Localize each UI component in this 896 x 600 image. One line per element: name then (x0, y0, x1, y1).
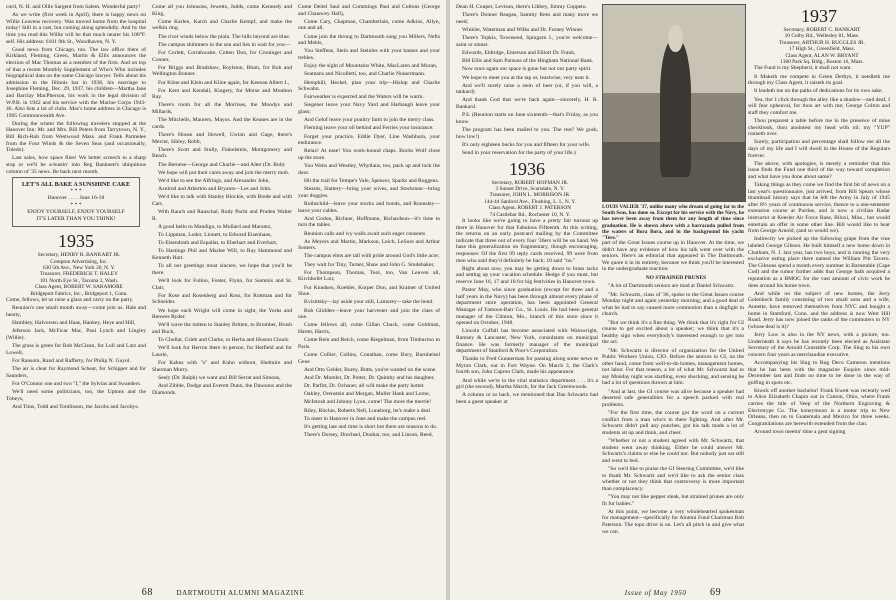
class-info-line: 74 Castlebar Rd., Rochester 10, N. Y. (489, 211, 571, 218)
verse-line: We'd like to see the Alfrings, and Alexander John, (158, 177, 270, 184)
verse-line: Enjoy the sight of Mountains White, MacLaren and Moran, (304, 63, 438, 70)
verse-line: Fairweather is expected and the Waters will be warm. (304, 94, 424, 101)
verse-line: Come fellows all, come Gillan Chuck, come Goldman, Harter, Harris, (298, 322, 440, 335)
verse-line: Bill Ellis and Sam Parsons of the Hingham National Bank. (462, 58, 594, 65)
class-info-line: 101 North Eye St., Tacoma 3, Wash. (39, 277, 119, 284)
photo-figure (660, 40, 691, 177)
right-column-3 (748, 4, 890, 574)
verse-line: Jeferson Jack, McFicar Mac, Paul Lynch and Lingley (Willie). (6, 328, 146, 341)
verse-line: We'd like to talk with Stanley Blockie, with Brede and with Carr, (152, 194, 292, 207)
class-info-line: Secretary, HENRY R. BANKART JR. (37, 252, 121, 259)
verse-line: The campus shimmers in the sun and lies in wait for you— (158, 41, 291, 48)
verse-line: Winkler, Waterman and Wilks and Dr. Forney Winner. (462, 26, 584, 33)
ad-line: LET'S ALL BAKE A SUNSHINE CAKE (21, 181, 131, 189)
verse-line: For O'Connor one and two "I," the Sylvias and Swanders. (12, 380, 142, 387)
class-info-line: 17 High St., Greenfield, Mass. (789, 46, 855, 53)
verse-line: And Gelof leave your poultry farm to join the merry class. (304, 117, 435, 124)
verse-line: With Rauch and Rauschal, Rudy Pacht and Pruden Walter R. (152, 209, 292, 222)
verse-line: The Bernese—George and Charlie—and Alter (Dr. Bob) (158, 161, 285, 168)
paragraph: "So we'd like to praise the GI Steering Committee, we'd like to thank Mr. Schwartz and we'd like to ask the senior class whether or not they think that controversy is more important than complacency. (602, 465, 744, 492)
verse-line: For Kahns with "s" and Kuhn without, Shelmire and Sherman Murry. (152, 360, 292, 373)
paragraph: Pastor May, who since graduation (except for three and a half years in the Navy) has been through almost every phase of department store operation, has been appointed General Manager of Famous-Barr Co., St. Louis. He had been general manager of the Clinton, Mo., branch of this store since it opened on October, 1948. (456, 287, 598, 327)
verse-line: We'll wave the mitten to Stanley Britten, to Bromber, Brush and Buck, (152, 322, 292, 335)
page-number: 68 (141, 587, 153, 598)
verse-line: Come, fellows, let us raise a glass and carry on the party. (6, 297, 134, 304)
verse-line: Rothschild—leave your stocks and bonds, and Rounsley—leave your cables. (298, 200, 440, 214)
verse-line: For Thompson, Thomas, Tool, too, Van Leuven all, Kirchhofer Lou; (298, 269, 440, 283)
verse-line: There's Dorsey, Drechsel, Dunbar, too, and Linson, Reed, (304, 432, 433, 439)
verse-line: Stearns, Slattery—bring your wives, and Stockman—bring your doggies. (298, 186, 440, 199)
paragraph: At this point, we become a very wholehearted spokesman for management—specifically for Alumni Fund Chairman Bob Paterson. The topo drive is on. Let's all pitch in and give what we can. (602, 508, 744, 535)
verse-line: Come all you Johnsons, Jewetts, Judds, come Kennedy and King, (152, 4, 292, 17)
verse-line: And Godon, Richner, Hoffmann, Richardson—it's time to turn the tables. (298, 215, 440, 229)
verse-line: Dr. Parfitt, Dr. Ochsner, all will make the party hotter. (304, 383, 425, 390)
verse-line: Dean H. Couper, Levison, there's Libbey, Jimmy Coppeto. (456, 4, 587, 10)
verse-line: Send in your reservation for the party of your life.) (462, 150, 576, 156)
verse-line: To Chollar, Grieb and Clarke, to Herbs and Huston Chuck. (158, 337, 290, 344)
verse-line: We'll look for Herron there in person, for Hetfield and for Laurie, (152, 345, 292, 358)
verse-line: There's Topkis, Townsend, Spingarn J., you're welcome—saint or sinner. (456, 35, 598, 48)
class-info-line: Secretary, ROBERT HOFMAN JR. (491, 179, 569, 186)
verse-line: To all our greetings most sincere, we hope that you'll be there. (152, 263, 292, 276)
paragraph: Taking things as they come we find the first bit of news on a last year's questionnaire, just arrived, from Bill Spears whose thumbnail history says that he left the Army in July of 1945 after 8½ years of continuous service, thence to a one-semester extension course at Purdue, and is now a civilian Radar instructor at Keesler Air Force Base, Biloxi, Miss., but would entertain an offer in some other line. Bill would like to hear from George Arnold, (and so would we). (748, 182, 890, 235)
paragraph: Surely, participation and percentage shall follow me all the days of my life and I will dwell in the House of the Regulars forever. (748, 139, 890, 159)
paragraph: A column or so back, we mentioned that Dan Schwartz had been a guest speaker at (456, 392, 598, 406)
left-column-2 (152, 4, 292, 574)
paragraph: Around town meetin' time a gent signing (754, 429, 846, 436)
paragraph: It looks like we're going to have a pretty fair turnout up there in Hanover for that Fabulous Fifteenth. At this writing, the returns on an early postcard mailing by the Committee indicate that three out of every four '36ers will be on hand. We base this generalization on fragmentary, though encouraging, responses: Of the first 99 reply cards received, 99 were from men who said they'd definitely be back; 10 said "no." (456, 218, 598, 264)
left-page-footer (0, 587, 446, 598)
verse-line: Fleming leave your oil behind and Ferries your insurance. (304, 125, 434, 132)
verse-line: For Knudsen, Koehler, Korper Don, and Kramer of United Shoe. (298, 284, 440, 298)
photo-caption: LOUIS VALIER '37, unlike many who dream of going far to the South Seas, has done so. Except for his service with the Navy, he has never been away from them for any length of time since graduation. He is shown above with a barracuda pulled from the waters of Bora Bora, and in the background his yacht "Tere." (602, 204, 744, 242)
ad-line: ENJOY YOURSELF, ENJOY YOURSELF (27, 209, 125, 216)
paragraph: Good news from Chicago, too. The law office there of Kirkland, Fleming, Green, Martin & Ellis announces the election of Mac Thomas as a member of the firm. And on top of that a recent Monthly Supplement of Who's Who includes biographical data on the same Chicago lawyer. Tells about his admission to the Illinois bar in 1938, his marriage to Josephine Fleming, Dec. 29, 1937, his children—Martha Jane and Barclay MacPherson, his work in the legal division of W.P.B. in 1942 and his service with the Marine Corps 1943-46. Also lists a lot of clubs. Mac's home address in Chicago is 1905 Commonwealth Ave. (6, 46, 146, 119)
class-info-line: Compton Advertising, Inc. (50, 258, 108, 265)
verse-line: The Mitchells, Maurers, Mayos. And the Keanes are in the cards. (152, 117, 292, 130)
class-info-line: Secretary, ROBERT C. BANKART (783, 27, 861, 33)
verse-line: A good hello to Mandigo, to Mullard and Marantz, (158, 223, 272, 230)
paragraph: Lincoln Cuffall has become associated with Wainwright, Ramsey & Lancaster, New York, consultants on municipal finance. He was formerly manager of the municipal department of Stanford & Poor's Corporation. (456, 328, 598, 355)
paragraph: It Maketh me compete in Green Derbys, it needleth me through my Class Agent, it raiseth its goal. (748, 73, 890, 87)
verse-line: Come Deitel Saul and Cummings Paul and Coltons (George and Chauncey Hall), (298, 4, 440, 17)
verse-line: And Dr. Mumler, Dr. Potter, Dr. Quimby and his daughter, (304, 374, 435, 381)
verse-line: You Steffens, Stein and Steinles with your basses and your trebles. (298, 48, 440, 61)
class-year-heading: 1937 (801, 6, 837, 26)
verse-line: For Ransom, Rand and Rafferty, for Philip N. Guyol. (12, 357, 131, 364)
verse-line: The air is clear for Raymond Schear, for Schipper and for Saunders, (6, 365, 146, 379)
verse-line: We hope will put their cares away and join the merry mob. (158, 169, 290, 176)
verse-line: For Corlett, Cornthwaite, Cotten Don, for Croninger and Conner, (152, 49, 292, 63)
class-info-line: Class Agent, ROBERT J. PATERSON (488, 205, 572, 212)
right-page-footer (450, 587, 896, 598)
verse-line: We hope to meet you at the tap or, leastwise, very near it. (462, 74, 591, 81)
paragraph: "Mr. Schwartz is director of organization for the United Public Workers Union, CIO. Before the seniors in GI, on the other hand, come from well-to-do homes, management homes, not labor. For that reason, a lot of what Mr. Schwartz had to say Monday night was startling, even shocking, and sensing he had a lot of questions thrown at him. (602, 347, 744, 387)
verse-line: Come Rein and Reich, come Riegelman, from Timbuctoo to Paris. (298, 337, 440, 350)
class-info-line: 10 Colby Rd., Wellesley 81, Mass. (784, 33, 860, 40)
right-column-2 (602, 240, 744, 574)
paragraph: The Fund is my Shepherd, it shall not want. (754, 65, 852, 72)
verse-line: There's Donner Reagan, Sammy Rees and many more we need; (456, 12, 598, 25)
verse-line: Kvistitsky—lay aside your still, Lamorey—take the bend. (304, 299, 434, 306)
verse-line: Axelrod and Atherton and Bryants—Les and John. (158, 186, 272, 193)
right-page (450, 0, 896, 600)
class-info-line: 144-44 Sanford Ave., Flushing, L. I., N. Y. (484, 198, 576, 205)
class-year-heading: 1936 (509, 158, 545, 179)
verse-line: And we'll surely raise a stein of beer (or, if you will, a tankard) (456, 82, 598, 96)
paragraph: "A lot of Dartmouth seniors are mad at Daniel Schwartz. (608, 283, 735, 290)
paragraph: Right about now, you may be getting down to brass tacks and setting up your vacation schedule. Hedge if you must, but reserve June 16, 17 and 18 for big festivities in Hanover town. (456, 265, 598, 285)
paragraph: The above, with apologies, is merely a reminder that this issue finds the Fund one third of the way toward completion and what have you done about same? (748, 160, 890, 180)
verse-line: To Eisendrath and Espallat, to Eberhart and Everhart, (158, 240, 278, 247)
left-column-1 (6, 4, 146, 574)
verse-line: Relax! At ease! You work-bound chaps. Bucks Wolf close up the store. (298, 148, 440, 161)
class-info-line: 630 5th Ave., New York 20, N. Y. (42, 265, 116, 272)
photo-louis-valier (602, 4, 746, 202)
verse-line: Seely (Dr. Ralph) we want and Bill Serrat and Simons, (158, 374, 281, 381)
photo-figure-head (668, 25, 682, 52)
verse-line: To Lippman, Loder, Lionett, to Edward Eisenhaus, (158, 232, 272, 239)
verse-line: And Titus, Todd and Tomlinson, the Jacobs and Jacobys. (12, 403, 139, 410)
paragraph: "But we think it's a fine thing. We think that it's right for GI course to get excited about a speaker; we think that it's a healthy sign when everybody's interested enough to get into the act. (602, 319, 744, 346)
verse-line: As Meyers and Martin, Markson, Leich, LeSure and Arthur Somers. (298, 238, 440, 252)
verse-line: Siegener leave your Navy Yard and Harbaugh leave your glass; (298, 102, 440, 116)
paragraph: Last sales, how space flies! We better screech to a sharp stop or we'll be a-bustin' into Reg Banknett's ubiquitous column of '35 news. Be back next month. (6, 155, 146, 175)
class-info-line: Class Agent, ROBERT W. SARAMORE (35, 284, 123, 291)
verse-line: Now once again our space is gone but not our party spirit. (462, 66, 592, 73)
ad-line: * * * (70, 188, 82, 195)
paragraph: Indirectly we picked up the following grape from the vine labeled George Gibson. He built himself a new home down in Chatham, N. J. last year, has two boys, and is running the very exclusive eating place there named the William Pitt Tavern. The Gibsons spend a month every summer in Barnstable (Cape Cod) and the rumor further adds that George hath acquired a reputation as a BMOC for the vast amount of civic work he does around his home town. (748, 236, 890, 289)
paragraph: Knock off another bachelor! Frank Kwett was recently wed to Alice Elizabeth Chapin out in Canton, Ohio, where Frank carries the title of Veep of the Northern Engraving & Electrotype Co. The honeymoon is a motor trip to New Orleans, then on to Guatemala and Mexico for three weeks. Congratulations are herewith extended from the clan. (748, 387, 890, 427)
ad-line: IT'S LATER THAN YOU THINK! (36, 216, 116, 223)
class-info-line: Bridgeport Fabrics, Inc., Bridgeport 1, Conn. (30, 290, 128, 297)
verse-line: Oakley, Orenstein and Morgan, Muller Hank and Lorne, (304, 391, 430, 398)
verse-line: Hemphill, Heckel, plan your trip—Hislop and Charlie Schwahn. (298, 79, 440, 93)
verse-line: And Otto Gelder, Burey, Butts, you're wanted on the scene. (304, 366, 437, 373)
paragraph: "Mr. Schwartz, class of '36, spoke to the Great Issues course Monday night and again yesterday morning, and a good deal of what he had to say caused more commotion than a dogfight in church. (602, 291, 744, 318)
verse-line: They wait for Tiny, Turner, Shaw and John G. Studebaker, (304, 261, 435, 268)
verse-line: McIntosh and Johnny Lyon, come! The more the merrie! (304, 399, 432, 406)
issue-label: Issue of May 1950 (624, 589, 687, 597)
verse-line: It's getting late and time is short but there are reasons to do. (304, 424, 438, 431)
verse-line: And thank God that we're back again—sincerely, H. R. Bankard. (456, 97, 598, 111)
verse-line: There's room for all the Morrises, the Moodys and Millards, (152, 102, 292, 116)
class-info-line: Treasurer, JOHN L. MORRISON JR. (489, 192, 571, 199)
paragraph: Thou preparest a table before me in the presence of mine checkbook, thou anointest my head with oil; my "YUP" runneth over. (748, 117, 890, 138)
left-page (0, 0, 446, 600)
verse-line: Riley, Ritchie, Roberts Nell, Luneborg, let's make a deal (304, 407, 431, 414)
class-info-line: Class Agent, ALAN W. BRYANT (785, 52, 859, 59)
paragraph: Jerry Low is also in the NY news, with a picture, too. Underneath it says he has recently been elected as Assistant Secretary of the Arnold Constable Corp. The Slug to his own concern four years as merchandise executive. (748, 331, 890, 358)
verse-line: Edwards, Eldridge, Emerson and Elliott Dr. Frank, (462, 49, 576, 56)
verse-line: For Briggs and Bradshaw, Boylston, Blum, for Bob and Wellington Bonner. (152, 64, 292, 78)
verse-line: Come Cary, Chapman, Chamberlain, come Adkins, Allyn, one and all. (298, 18, 440, 32)
paragraph: Yea, tho' I click through the alley like a shadow—and deaf, I will fear upheaval, for thou art with me; George Colton and staff they comfort me. (748, 96, 890, 116)
verse-line: Forget your practice, Eddie Dyer, Line Washburn, your endurance. (298, 133, 440, 147)
paragraph: cord, N. H. and Ollie Sargent from Salem. Wonderful party! (6, 4, 141, 10)
verse-line: Hit the trail for Tempe's Vale, Spencer, Sparks and Roggens. (304, 177, 440, 184)
class-info-line: 1180 Park Sq. Bldg., Boston 16, Mass. (780, 59, 864, 66)
verse-line: For Kent and Kendall, Kingery, for Morse and Moulton Ray. (152, 87, 292, 101)
verse-line: The grass is green for Bob McClean, for Lull and Lutz and Lowell, (6, 343, 146, 356)
paragraph: During the winter the following travelers stopped at the Hanover Inn: Mr. and Mrs. Bill Peters from Tarrytown, N. Y., Bill Rich-Rob from Westwood Mass. and Frank Parmelee from the Four Winds & the Seven Seas (and occasionally, Toledo). (6, 120, 146, 154)
verse-line: We'll need some politicians, too, the Uptons and the Tobeys, (6, 388, 146, 402)
ad-line: Hanover . . . . June 16-18 (47, 195, 105, 202)
verse-line: Bob Glidden—leave your harvester and join the class of one. (298, 307, 440, 321)
verse-line: You Weits and Westley, Whytlaus, too, pack up and lock the door. (298, 163, 440, 176)
verse-line: To Hastings Phil and Marlee Will, to Ray Hammond and Kenneth Hart. (152, 248, 292, 262)
verse-line: We hope each Wright will come in sight, the Yorks and Renwes Ryder. (152, 307, 292, 321)
paragraph: Accompanying his Slug to Rug Deco Cameron mentions that he has been with the magazine Esquire since mid-December last and finds no time to be done in the way of golfing in spots etc. (748, 359, 890, 386)
paragraph: "For the first time, the course got the word on a current conflict from a man who's in there fighting. And after Mr. Schwartz didn't pull any punches, got his talk made a lot of students sit up and think, and cheer. (602, 410, 744, 436)
verse-line: The program has been mailed to you. The rest? We gosh, how low!) (456, 127, 598, 140)
editorial-heading: NO STRAINED PRUNES (645, 274, 707, 281)
class-info-line: Treasurer, ARTHUR H. RUGGLES JR. (779, 39, 865, 46)
verse-line: It's only eighteen bucks for you and fifteen for your wife. (462, 141, 591, 148)
paragraph: "You may not like pepper steak, but strained prunes are only fit for babies." (602, 493, 744, 507)
paragraph: "Whether or not a student agreed with Mr. Schwartz, that student went away thinking. Either he could answer Mr. Schwartz's claims or else he could not. But nobody just sat still and went to bed. (602, 438, 744, 464)
verse-line: Come join the throng to Dartmouth song you Millers, Nefts and Mehls, (298, 33, 440, 47)
verse-line: There's House and Howell, Gwinn and Gage, there's Mercer, Sibley, Robb, (152, 132, 292, 145)
paragraph: "And at last, the GI course was alive because a speaker had deserted safe generalities for a speech packed with real problems. (602, 388, 744, 408)
verse-line: For Rose and Rosenberg and Ross, for Rottman and for Schneider. (152, 292, 292, 306)
paragraph: It leadeth me on the paths of dedications for its own sake. (754, 88, 883, 95)
verse-line: Reunion calls and ivy walls await such eager consents (304, 230, 426, 237)
right-column-1 (456, 4, 598, 574)
verse-line: Hambley, Halvorsen and Haas, Hankey, Heye and Hill, (12, 320, 136, 327)
paragraph: And while we're in the vital statistics department . . . it's a girl (the second), Martha March, for the Jack Greenwoods. (456, 377, 598, 391)
verse-line: And Zibble, Dodge and Everett Dunn, the Dawsons and the Diamonds. (152, 383, 292, 396)
paragraph: And while on the subject of new homes, the Jerry Golenbock family consisting of two small sons and a wife, Annette, have removed themselves from NYC and bought a home in Stamford, Conn. and the address is now West Hill Road. Jerry has now joined the ranks of the commuters to NY (whose deal is it)? (748, 290, 890, 330)
verse-line: P.S. (Reunion starts on June sixteenth—that's Friday, as you know. (456, 112, 598, 125)
class-info-line: Treasurer, FREDERICK T. HALEY (40, 271, 118, 278)
ad-line: * * * (70, 202, 82, 209)
class-year-heading: 1935 (58, 231, 94, 252)
verse-line: The campus elms are tall with pride around God's little acre; (304, 253, 440, 260)
paragraph: part of the Great Issues course up in Hanover. At the time, we didn't have any evidence of how his talk went over with the seniors. Here's an editorial that appeared in The Dartmouth. We quote it in its entirety, because we think you'll be interested in the undergraduate reaction: (602, 240, 744, 273)
left-column-3 (298, 4, 440, 574)
verse-line: Come Collier, Collins, Conathan, come Bury, Burnheisel Gene (298, 351, 440, 365)
reunion-ad-box (12, 177, 140, 227)
verse-line: For Kline and Klein and Kline again, for Keenan Albert J., (158, 79, 290, 86)
verse-line: The river winds below the plain. The hills beyond are blue. (158, 33, 291, 40)
verse-line: We'll look for Fullon, Foster, Flynn, for Sammis and St. Clair, (152, 278, 292, 291)
verse-line: There's Scott and Stully, Finkelstein, Montgomery and Beach. (152, 146, 292, 160)
verse-line: Come Karlen, Karch and Charlie Kempf, and make the welkin ring. (152, 18, 292, 32)
page-number: 69 (710, 587, 722, 598)
magazine-title: DARTMOUTH ALUMNI MAGAZINE (176, 589, 305, 597)
verse-line: To meet in Hanover in June and make the campus reel. (304, 415, 427, 422)
paragraph: As we write (first week in April), there is happy news on Willie Leavens recovery. Was moved home from the hospital today! Still in a cast, but coming along splendidly. And by the time you read this Willie will be that much nearer his 100°F. self. His address: 6101 9th St., Woodhaven, N. Y. (6, 12, 146, 45)
verse-line: Seamans and Nicolletti, too, and Charlie Nussermann. (304, 71, 426, 78)
class-info-line: 3 Sunset Drive, Scarsdale, N. Y. (495, 186, 565, 192)
paragraph: Thanks to Fred Gunnerman for passing along some news re Myron Clark, out in Fort Wayne. On March 3, the Clark's fourth son, John Capron Clark, made his appearance. (456, 356, 598, 376)
verse-line: Reunion's one small month away—come join us. Hale and hearty, (6, 305, 146, 318)
